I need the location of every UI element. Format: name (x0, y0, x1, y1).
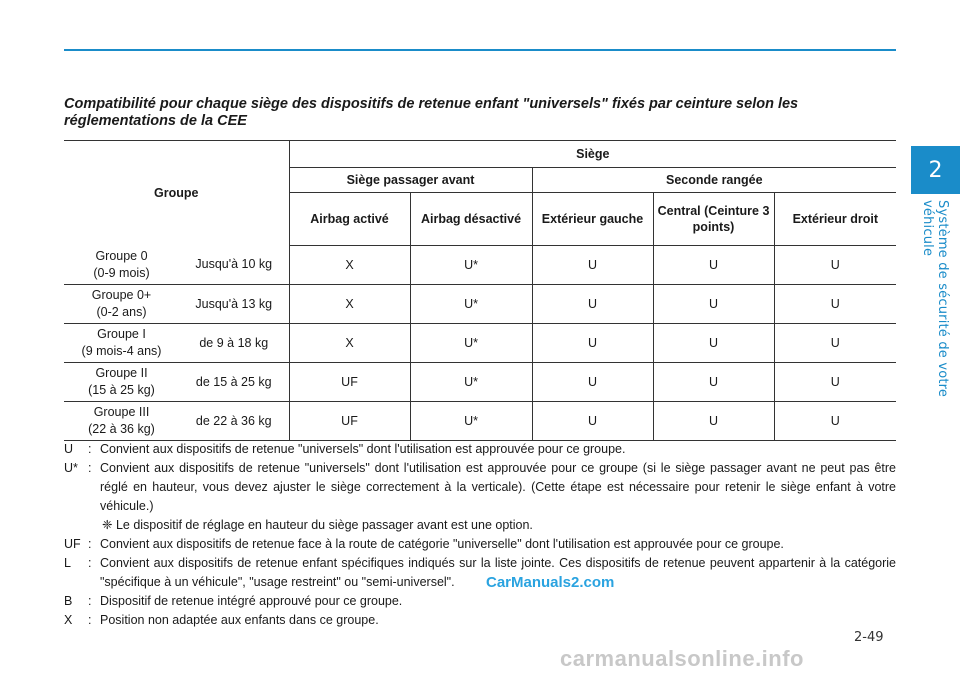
rear-row-header: Seconde rangée (532, 168, 896, 193)
value-cell: U (532, 285, 653, 324)
legend-item (64, 535, 896, 554)
legend-item: ❈ Le dispositif de réglage en hauteur du siège passager avant est une option. (102, 518, 533, 532)
top-rule (64, 49, 896, 51)
table-row (64, 363, 896, 402)
value-cell: U (653, 285, 774, 324)
legend-item (64, 611, 896, 630)
legend-colon: : (88, 537, 92, 551)
group-label: Groupe III (93, 405, 150, 419)
value-cell: U* (410, 324, 532, 363)
front-seat-header: Siège passager avant (289, 168, 532, 193)
legend-colon: : (88, 556, 92, 570)
value-cell: U (532, 363, 653, 402)
weight-cell: de 9 à 18 kg (179, 324, 289, 363)
watermark-site: carmanualsonline.info (560, 646, 804, 671)
col-header-airbag-off: Airbag désactivé (410, 193, 532, 246)
legend-text: Dispositif de retenue intégré approuvé pour ce groupe. (100, 594, 403, 608)
legend-colon: : (88, 613, 92, 627)
legend-item (64, 459, 896, 516)
legend-text: Position non adaptée aux enfants dans ce groupe. (100, 613, 379, 627)
legend-colon: : (88, 461, 92, 475)
group-label: Groupe 0+ (91, 288, 152, 302)
value-cell: U (774, 402, 896, 441)
value-cell: X (289, 324, 410, 363)
legend-item (64, 592, 896, 611)
group-cell (64, 246, 179, 285)
value-cell: U (653, 363, 774, 402)
seat-header: Siège (289, 141, 896, 168)
group-cell (64, 402, 179, 441)
legend-colon: : (88, 594, 92, 608)
col-header-airbag-on: Airbag activé (289, 193, 410, 246)
value-cell: U* (410, 402, 532, 441)
watermark-logo: CarManuals2.com (486, 574, 615, 591)
legend-code: L (64, 556, 71, 570)
group-age: (22 à 36 kg) (88, 422, 155, 436)
chapter-title: Système de sécurité de votre véhicule (920, 200, 950, 398)
legend-text: Convient aux dispositifs de retenue face à la route de catégorie "universelle" dont l'utilisation est approuvée pour ce groupe. (100, 537, 784, 551)
weight-cell: Jusqu'à 10 kg (179, 246, 289, 285)
value-cell: U (774, 324, 896, 363)
group-header: Groupe (64, 141, 289, 246)
col-header-outer-right: Extérieur droit (774, 193, 896, 246)
value-cell: X (289, 246, 410, 285)
legend-item (64, 440, 896, 459)
legend-code: U* (64, 461, 78, 475)
value-cell: UF (289, 402, 410, 441)
chapter-tab[interactable]: 2 (911, 146, 960, 194)
value-cell: U* (410, 363, 532, 402)
value-cell: UF (289, 363, 410, 402)
col-header-central: Central (Ceinture 3 points) (653, 193, 774, 246)
value-cell: U (653, 402, 774, 441)
value-cell: U (774, 285, 896, 324)
value-cell: U (653, 324, 774, 363)
weight-cell: de 15 à 25 kg (179, 363, 289, 402)
legend-code: U (64, 442, 74, 456)
table-row (64, 324, 896, 363)
value-cell: U (532, 324, 653, 363)
value-cell: X (289, 285, 410, 324)
legend-code: B (64, 594, 73, 608)
legend-text: Convient aux dispositifs de retenue "universels" dont l'utilisation est approuvée pour ce groupe. (100, 442, 626, 456)
value-cell: U (774, 246, 896, 285)
legend-text: Convient aux dispositifs de retenue enfant spécifiques indiqués sur la liste jointe. Ces dispositifs de retenue peuvent appartenir à la catégorie "spécifique à un véhicule", "usage restreint" ou "semi-universel". (100, 556, 896, 589)
table-row (64, 285, 896, 324)
legend-text: Convient aux dispositifs de retenue "universels" dont l'utilisation est approuvée pour ce groupe (si le siège passager avant ne peut pas être réglé en hauteur, vous devez ajuster le siège correctement à la verticale). (Cette étape est nécessaire pour retenir le siège enfant à votre véhicule.) (100, 461, 896, 513)
legend-item (64, 554, 896, 592)
weight-cell: Jusqu'à 13 kg (179, 285, 289, 324)
section-heading: Compatibilité pour chaque siège des dispositifs de retenue enfant "universels" fixés par ceinture selon les réglementations de la CEE (64, 96, 799, 129)
value-cell: U (774, 363, 896, 402)
group-age: (9 mois-4 ans) (81, 344, 162, 358)
value-cell: U* (410, 246, 532, 285)
group-cell (64, 324, 179, 363)
table-row (64, 402, 896, 441)
col-header-outer-left: Extérieur gauche (532, 193, 653, 246)
legend (64, 440, 896, 630)
legend-colon: : (88, 442, 92, 456)
group-label: Groupe II (95, 366, 148, 380)
group-age: (0-2 ans) (96, 305, 147, 319)
group-cell (64, 363, 179, 402)
legend-code: X (64, 613, 73, 627)
page-number: 2-49 (854, 630, 884, 645)
legend-code: UF (64, 537, 81, 551)
group-label: Groupe I (97, 327, 146, 341)
table-row (64, 246, 896, 285)
value-cell: U* (410, 285, 532, 324)
group-cell (64, 285, 179, 324)
group-label: Groupe 0 (95, 248, 148, 263)
group-age: (15 à 25 kg) (88, 383, 155, 397)
value-cell: U (532, 402, 653, 441)
weight-cell: de 22 à 36 kg (179, 402, 289, 441)
value-cell: U (532, 246, 653, 285)
compatibility-table (64, 140, 896, 441)
group-age: (0-9 mois) (93, 265, 150, 280)
value-cell: U (653, 246, 774, 285)
